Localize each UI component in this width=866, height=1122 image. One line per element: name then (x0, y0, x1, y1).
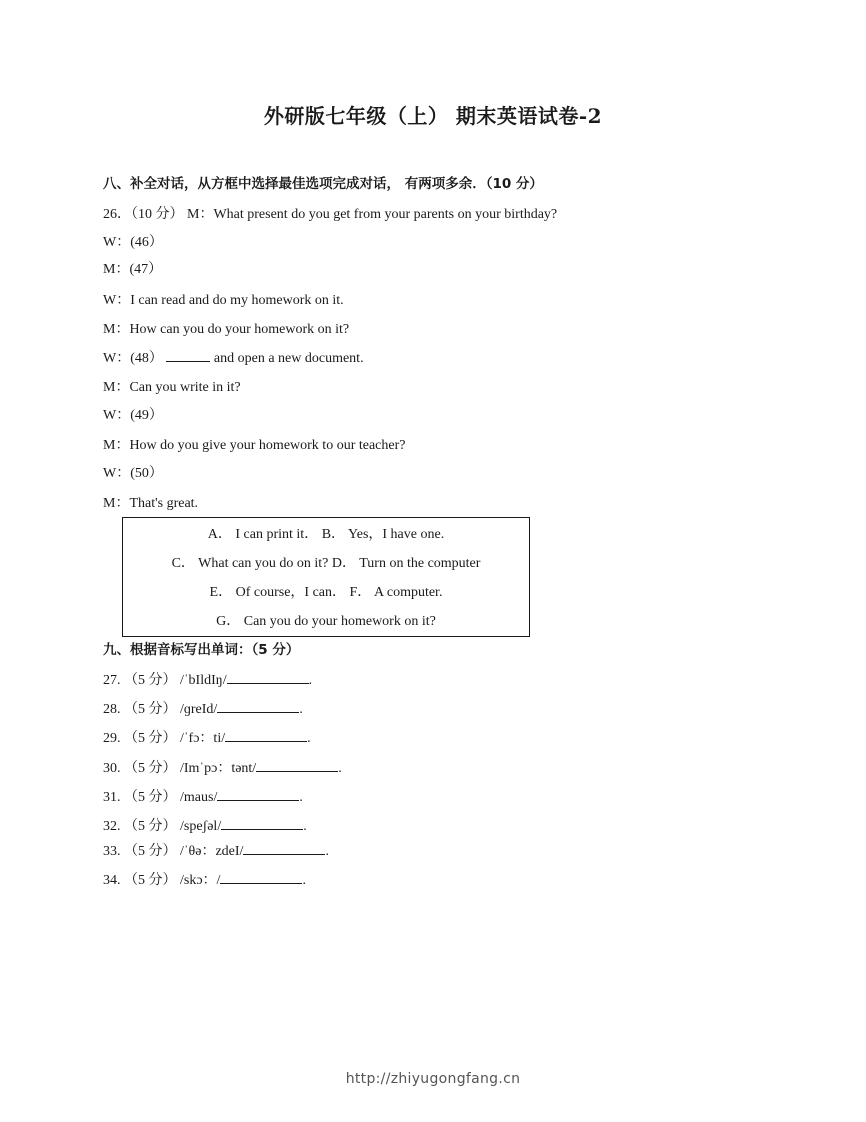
phonetic-item-prompt: 32. （5 分） /speʃəl/ (103, 819, 222, 834)
phonetic-item-end: . (303, 819, 307, 834)
question-26-intro: 26．（10 分） M：What present do you get from your parents on your birthday? (103, 207, 558, 222)
answer-blank (217, 698, 299, 713)
answer-blank (220, 869, 302, 884)
phonetic-item (103, 786, 303, 806)
phonetic-item-prompt: 27. （5 分） /ˈbIldIŋ/ (103, 673, 227, 688)
dialogue-line: W：(46） (103, 235, 163, 250)
answer-blank (166, 347, 210, 362)
phonetic-item-prompt: 30. （5 分） /Imˈpɔ：tənt/ (103, 761, 257, 776)
answer-blank (256, 757, 338, 772)
section-9-heading: 九、根据音标写出单词：（5 分） (103, 642, 300, 658)
phonetic-item (103, 815, 307, 835)
phonetic-item-end: . (299, 790, 303, 805)
option-line: C． What can you do on it? D． Turn on the computer (171, 556, 481, 571)
option-line: E． Of course，I can． F． A computer. (209, 585, 443, 600)
dialogue-line: W：I can read and do my homework on it. (103, 293, 344, 308)
dialogue-line: M：How do you give your homework to our teacher? (103, 438, 406, 453)
options-box (122, 517, 530, 637)
dialogue-line-48-text: and open a new document. (213, 351, 364, 366)
phonetic-item (103, 757, 342, 777)
phonetic-item-prompt: 31. （5 分） /maus/ (103, 790, 218, 805)
phonetic-item-end: . (302, 873, 306, 888)
option-line: A． I can print it． B． Yes，I have one. (207, 527, 445, 542)
dialogue-line: M：Can you write in it? (103, 380, 241, 395)
dialogue-line: W：(49） (103, 408, 163, 423)
dialogue-line: M：(47） (103, 262, 163, 277)
answer-blank (243, 840, 325, 855)
phonetic-item (103, 840, 329, 860)
phonetic-item-end: . (325, 844, 329, 859)
dialogue-line: M：How can you do your homework on it? (103, 322, 350, 337)
answer-blank (227, 669, 309, 684)
phonetic-item-end: . (299, 702, 303, 717)
phonetic-item (103, 669, 312, 689)
phonetic-item-prompt: 28. （5 分） /ɡreId/ (103, 702, 218, 717)
phonetic-item-prompt: 34. （5 分） /skɔ：/ (103, 873, 221, 888)
phonetic-item-end: . (308, 673, 313, 688)
dialogue-line-48 (103, 347, 364, 367)
document-title: 外研版七年级（上） 期末英语试卷-2 (263, 104, 603, 128)
section-8-heading: 八、补全对话，从方框中选择最佳选项完成对话， 有两项多余．（10 分） (103, 176, 543, 192)
dialogue-line: M：That's great. (103, 496, 199, 511)
option-line: G． Can you do your homework on it? (216, 614, 436, 629)
dialogue-line: W：(50） (103, 466, 163, 481)
phonetic-item-prompt: 29. （5 分） /ˈfɔ：ti/ (103, 731, 226, 746)
answer-blank (217, 786, 299, 801)
phonetic-item (103, 698, 303, 718)
phonetic-item-prompt: 33. （5 分） /ˈθə：zdeI/ (103, 844, 244, 859)
phonetic-item-end: . (307, 731, 311, 746)
answer-blank (221, 815, 303, 830)
answer-blank (225, 727, 307, 742)
phonetic-item (103, 869, 306, 889)
phonetic-item (103, 727, 311, 747)
phonetic-item-end: . (338, 761, 342, 776)
dialogue-speaker-48: W：(48） (103, 351, 163, 366)
footer-url: http://zhiyugongfang.cn (345, 1071, 521, 1087)
